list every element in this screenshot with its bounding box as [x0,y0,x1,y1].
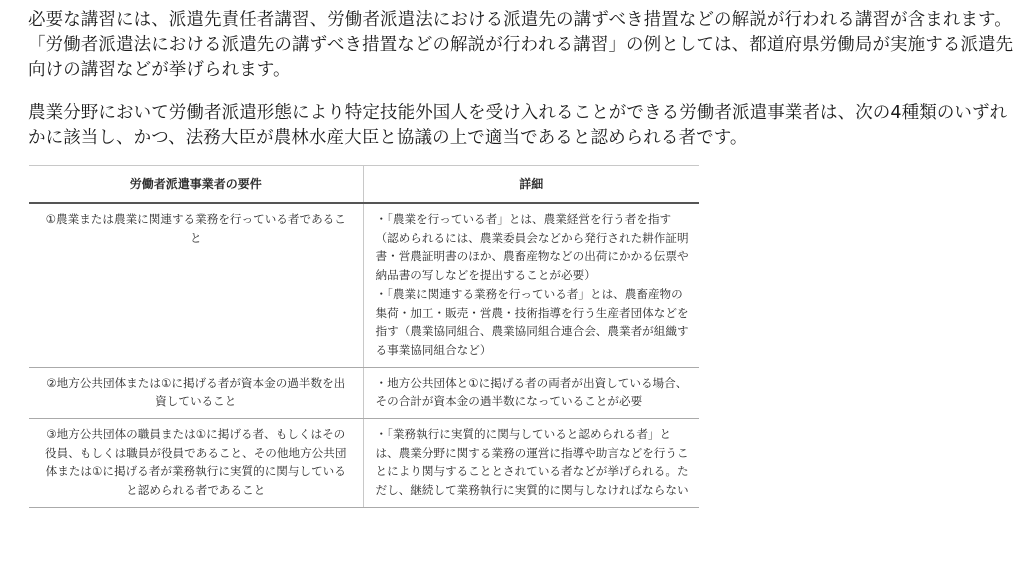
column-header-requirement: 労働者派遣事業者の要件 [29,166,363,204]
requirements-table [29,165,699,508]
intro-paragraph-training: 必要な講習には、派遣先責任者講習、労働者派遣法における派遣先の講ずべき措置などの解説が行われる講習が含まれます。「労働者派遣法における派遣先の講ずべき措置などの解説が行われる講習」の例としては、都道府県労働局が実施する派遣先向けの講習などが挙げられます。 [28,10,1014,80]
table-row [29,419,699,508]
column-header-details: 詳細 [363,166,699,204]
table-header-row [29,166,699,204]
detail-text: ・「農業に関連する業務を行っている者」とは、農畜産物の集荷・加工・販売・営農・技術指導を行う生産者団体などを指す（農業協同組合、農業協同組合連合会、農業者が組織する事業協同組合など） [375,286,689,357]
details-cell [363,203,699,367]
intro-paragraph-dispatch-operators: 農業分野において労働者派遣形態により特定技能外国人を受け入れることができる労働者派遣事業者は、次の4種類のいずれかに該当し、かつ、法務大臣が農林水産大臣と協議の上で適当であると認められる者です。 [28,103,1008,148]
requirement-cell: ②地方公共団体または①に掲げる者が資本金の過半数を出資していること [29,367,363,418]
detail-text: ・地方公共団体と①に掲げる者の両者が出資している場合、その合計が資本金の過半数になっていることが必要 [375,375,688,409]
details-cell [363,419,699,508]
details-cell [363,367,699,418]
table-row [29,367,699,418]
table-row [29,203,699,367]
detail-text: ・「業務執行に実質的に関与していると認められる者」とは、農業分野に関する業務の運営に指導や助言などを行うことにより関与することとされている者などが挙げられる。ただし、継続して業務執行に実質的に関与しなければならない [375,427,689,498]
detail-text: ・「農業を行っている者」とは、農業経営を行う者を指す（認められるには、農業委員会などから発行された耕作証明書・営農証明書のほか、農畜産物などの出荷にかかる伝票や納品書の写しなどを提出することが必要） [375,212,689,283]
requirement-cell: ③地方公共団体の職員または①に掲げる者、もしくはその役員、もしくは職員が役員であること、その他地方公共団体または①に掲げる者が業務執行に実質的に関与していると認められる者であること [29,419,363,508]
requirement-cell: ①農業または農業に関連する業務を行っている者であること [29,203,363,367]
